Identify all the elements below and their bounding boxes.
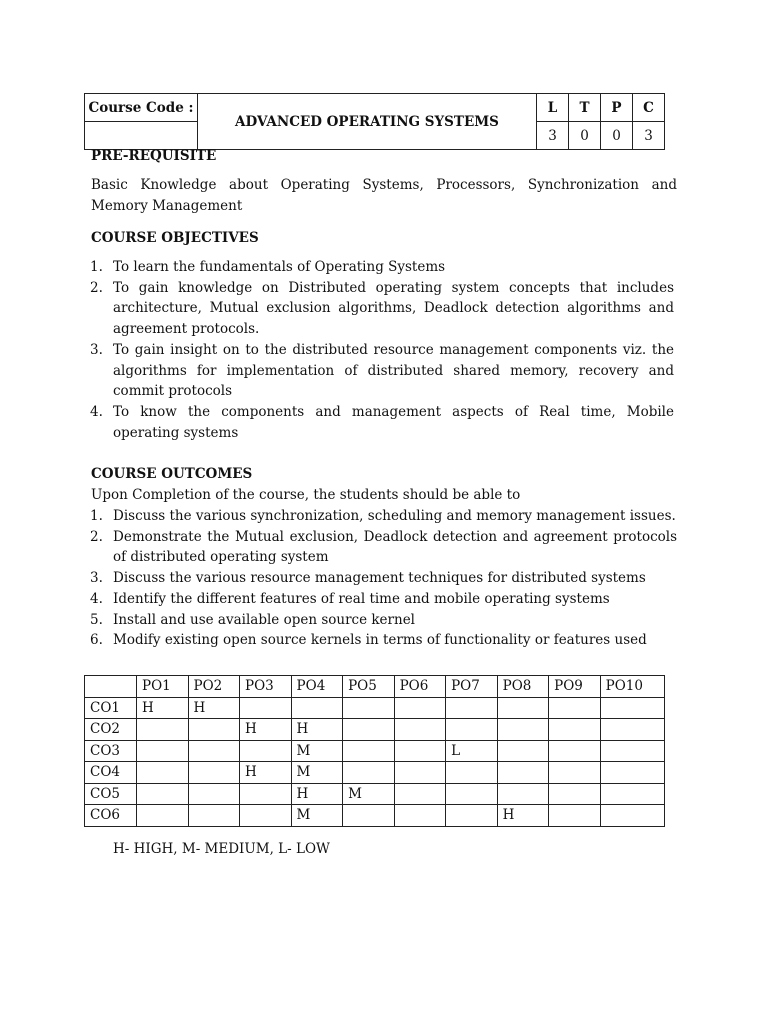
table-cell	[343, 740, 395, 762]
outcomes-intro: Upon Completion of the course, the students should be able to	[91, 487, 521, 503]
mapping-legend: H- HIGH, M- MEDIUM, L- LOW	[113, 841, 330, 857]
table-cell	[600, 762, 664, 784]
table-cell	[394, 762, 446, 784]
course-code-label: Course Code :	[85, 94, 198, 122]
table-cell	[446, 805, 498, 827]
objective-text: To know the components and management aspects of Real time, Mobile operating systems	[113, 403, 674, 441]
outcome-item	[90, 630, 677, 651]
outcome-text: Discuss the various synchronization, scheduling and memory management issues.	[113, 508, 676, 524]
objectives-list	[90, 257, 674, 443]
outcome-item	[90, 506, 677, 527]
objective-number: 2.	[90, 279, 103, 296]
table-cell	[600, 805, 664, 827]
objective-item	[90, 402, 674, 443]
ltpc-label-c: C	[633, 94, 665, 122]
table-cell	[188, 719, 240, 741]
table-cell	[137, 740, 189, 762]
table-corner-cell	[85, 676, 137, 698]
course-title: ADVANCED OPERATING SYSTEMS	[198, 94, 537, 150]
table-cell	[497, 719, 549, 741]
column-header: PO6	[394, 676, 446, 698]
ltpc-value-p: 0	[601, 122, 633, 150]
table-cell	[549, 762, 601, 784]
table-cell	[497, 783, 549, 805]
table-cell: L	[446, 740, 498, 762]
table-cell	[137, 762, 189, 784]
row-label: CO6	[85, 805, 137, 827]
outcome-item	[90, 527, 677, 568]
outcome-number: 1.	[90, 508, 103, 524]
course-code-value	[85, 122, 198, 150]
objective-number: 3.	[90, 341, 103, 358]
ltpc-label-p: P	[601, 94, 633, 122]
table-cell	[446, 697, 498, 719]
outcome-text: Modify existing open source kernels in terms of functionality or features used	[113, 632, 647, 649]
column-header: PO5	[343, 676, 395, 698]
outcome-number: 2.	[90, 528, 103, 545]
column-header: PO10	[600, 676, 664, 698]
ltpc-label-l: L	[537, 94, 569, 122]
outcome-number: 4.	[90, 590, 103, 607]
table-cell: H	[137, 697, 189, 719]
table-cell	[394, 740, 446, 762]
prerequisite-heading: PRE-REQUISITE	[91, 148, 217, 164]
table-cell	[343, 805, 395, 827]
table-cell	[394, 783, 446, 805]
table-cell	[497, 697, 549, 719]
table-cell: M	[291, 805, 343, 827]
table-header-row	[85, 676, 665, 698]
table-cell	[188, 762, 240, 784]
table-cell: H	[240, 719, 292, 741]
table-row	[85, 762, 665, 784]
outcome-number: 5.	[90, 611, 103, 628]
outcomes-heading: COURSE OUTCOMES	[91, 466, 253, 482]
table-cell: M	[291, 762, 343, 784]
table-row	[85, 740, 665, 762]
outcome-item	[90, 568, 677, 589]
table-cell: M	[343, 783, 395, 805]
course-header-table	[84, 93, 665, 150]
table-cell	[600, 740, 664, 762]
table-row	[85, 783, 665, 805]
table-cell	[137, 805, 189, 827]
table-cell	[394, 697, 446, 719]
column-header: PO8	[497, 676, 549, 698]
column-header: PO2	[188, 676, 240, 698]
row-label: CO4	[85, 762, 137, 784]
column-header: PO9	[549, 676, 601, 698]
ltpc-value-c: 3	[633, 122, 665, 150]
objective-item	[90, 257, 674, 278]
row-label: CO1	[85, 697, 137, 719]
table-row	[85, 697, 665, 719]
objective-item	[90, 340, 674, 402]
table-cell	[497, 762, 549, 784]
row-label: CO3	[85, 740, 137, 762]
table-row	[85, 805, 665, 827]
table-cell	[497, 740, 549, 762]
table-cell	[291, 697, 343, 719]
objective-text: To learn the fundamentals of Operating Systems	[113, 259, 446, 275]
table-row	[85, 719, 665, 741]
table-cell	[446, 783, 498, 805]
table-cell	[549, 740, 601, 762]
outcome-number: 3.	[90, 570, 103, 587]
table-cell	[549, 697, 601, 719]
table-cell	[137, 783, 189, 805]
prerequisite-text: Basic Knowledge about Operating Systems, Processors, Synchronization and Memory Management	[91, 177, 677, 214]
table-cell	[240, 740, 292, 762]
outcome-number: 6.	[90, 632, 103, 649]
column-header: PO4	[291, 676, 343, 698]
table-cell	[600, 719, 664, 741]
table-cell	[446, 762, 498, 784]
column-header: PO7	[446, 676, 498, 698]
outcome-text: Demonstrate the Mutual exclusion, Deadlock detection and agreement protocols of distributed operating system	[113, 528, 677, 566]
table-cell	[240, 805, 292, 827]
outcome-text: Identify the different features of real time and mobile operating systems	[113, 590, 610, 607]
objective-text: To gain knowledge on Distributed operating system concepts that includes architecture, Mutual exclusion algorithms, Deadlock detection algorithms and agreement protocols.	[113, 279, 674, 338]
table-cell	[343, 697, 395, 719]
table-cell: H	[240, 762, 292, 784]
table-cell	[137, 719, 189, 741]
table-cell	[343, 762, 395, 784]
outcome-item	[90, 610, 677, 631]
table-cell	[343, 719, 395, 741]
outcome-item	[90, 589, 677, 610]
table-cell	[549, 805, 601, 827]
outcome-text: Discuss the various resource management techniques for distributed systems	[113, 570, 646, 587]
co-po-mapping-table	[84, 675, 665, 827]
column-header: PO3	[240, 676, 292, 698]
table-cell	[394, 805, 446, 827]
table-cell: H	[188, 697, 240, 719]
table-cell	[549, 783, 601, 805]
table-cell	[394, 719, 446, 741]
table-cell	[188, 783, 240, 805]
ltpc-label-t: T	[569, 94, 601, 122]
table-cell: H	[291, 783, 343, 805]
column-header: PO1	[137, 676, 189, 698]
objective-number: 4.	[90, 403, 103, 420]
table-cell: M	[291, 740, 343, 762]
table-cell	[549, 719, 601, 741]
table-cell	[240, 697, 292, 719]
table-cell: H	[291, 719, 343, 741]
objective-item	[90, 278, 674, 340]
row-label: CO2	[85, 719, 137, 741]
table-cell	[600, 783, 664, 805]
table-cell	[188, 740, 240, 762]
table-cell	[446, 719, 498, 741]
outcomes-list	[90, 506, 677, 651]
outcome-text: Install and use available open source kernel	[113, 611, 415, 628]
objective-number: 1.	[90, 259, 103, 275]
table-cell: H	[497, 805, 549, 827]
ltpc-value-l: 3	[537, 122, 569, 150]
table-cell	[600, 697, 664, 719]
ltpc-value-t: 0	[569, 122, 601, 150]
table-cell	[240, 783, 292, 805]
objective-text: To gain insight on to the distributed resource management components viz. the algorithms for implementation of distributed shared memory, recovery and commit protocols	[113, 341, 674, 400]
objectives-heading: COURSE OBJECTIVES	[91, 230, 259, 246]
row-label: CO5	[85, 783, 137, 805]
table-cell	[188, 805, 240, 827]
